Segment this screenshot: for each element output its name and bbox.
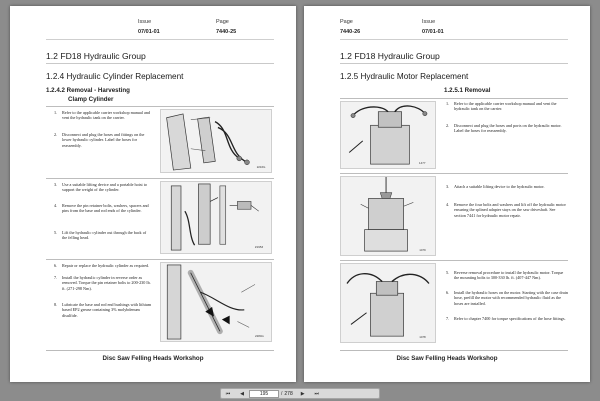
section-title: 1.2.5 Hydraulic Motor Replacement (340, 72, 469, 81)
step-1: 1. Refer to the applicable carrier workshop manual and vent the hydraulic tank on the carrier. (446, 101, 557, 112)
motor-hose-figure (340, 101, 436, 169)
page-separator: / (281, 390, 283, 397)
right-page (304, 6, 590, 382)
step-6: 6. Install the hydraulic hoses on the motor. Starting with the case drain hose, prefill the motor with recommended hydraulic fluid as the hoses are installed. (446, 290, 568, 306)
step-3: 3. Use a suitable lifting device and a portable hoist to support the weight of the cylinder. (54, 182, 148, 193)
cylinder-hose-figure (160, 109, 272, 173)
page-value: 7440-26 (340, 29, 361, 35)
figure-code-1: 1477 (419, 161, 426, 166)
step-3: 3. Attach a suitable lifting device to the hydraulic motor. (446, 184, 545, 189)
header-divider (46, 39, 274, 40)
issue-value: 07/01-01 (138, 29, 160, 35)
footer-title: Disc Saw Felling Heads Workshop (396, 355, 498, 362)
step-4: 4. Remove the pin retainer bolts, washers, spacers and pins from the base and rod ends of the cylinder. (54, 203, 149, 214)
subsection-title: 1.2.4.2 Removal - Harvesting (46, 87, 130, 94)
footer-title: Disc Saw Felling Heads Workshop (102, 355, 204, 362)
subsection-title-line2: Clamp Cylinder (68, 96, 114, 103)
cylinder-lift-figure (160, 181, 272, 254)
step-7: 7. Install the hydraulic cylinder in reverse order as removed. Torque the pin retainer bolts to 200-230 lb. ft. (271-298 Nm). (54, 275, 151, 291)
total-pages: 278 (284, 390, 293, 397)
step-4: 4. Remove the four bolts and washers and lift off the hydraulic motor ensuring the splined adapter stays on the saw driveshaft. See section 7441 for hydraulic motor repair. (446, 202, 566, 218)
cylinder-install-figure (160, 262, 272, 342)
group-title: 1.2 FD18 Hydraulic Group (340, 51, 440, 61)
group-divider (46, 63, 274, 64)
page-navigation-toolbar (220, 388, 380, 399)
motor-lift-figure (340, 176, 436, 256)
section-title: 1.2.4 Hydraulic Cylinder Replacement (46, 72, 184, 81)
group-divider (340, 63, 568, 64)
page-label: Page (216, 19, 229, 25)
step-1: 1. Refer to the applicable carrier workshop manual and vent the hydraulic tank on the carrier. (54, 110, 151, 121)
step-7: 7. Refer to chapter 7400 for torque specifications of the hose fittings. (446, 316, 566, 321)
next-page-icon[interactable]: ▶ (300, 390, 305, 397)
step-6: 6. Repair or replace the hydraulic cylinder as required. (54, 263, 150, 268)
procedure-panel-2 (46, 178, 274, 179)
page-value: 7440-25 (216, 29, 237, 35)
issue-label: Issue (422, 19, 436, 25)
procedure-panel-3 (340, 260, 568, 261)
procedure-panel-1 (46, 106, 274, 107)
figure-code-1: 2216G (256, 165, 266, 170)
figure-code-2: 1479 (419, 248, 426, 253)
step-5: 5. Reverse removal procedure to install the hydraulic motor. Torque the mounting bolts to 300-330 lb. ft. (407-447 Nm). (446, 270, 564, 281)
group-title: 1.2 FD18 Hydraulic Group (46, 51, 146, 61)
footer-divider (340, 350, 568, 351)
page-label: Page (340, 19, 353, 25)
issue-label: Issue (138, 19, 152, 25)
previous-page-icon[interactable]: ◀ (240, 390, 244, 397)
last-page-icon[interactable]: ⏭ (314, 390, 319, 397)
figure-code-3: 2284G (255, 334, 264, 339)
procedure-panel-1 (340, 98, 568, 99)
step-8: 8. Lubricate the base and rod end bushings with lithium based EP2 grease containing 3% molybdenum disulfide. (54, 302, 152, 318)
header-divider (340, 39, 568, 40)
step-2: 2. Disconnect and plug the hoses and fittings on the lower hydraulic cylinder. Label the hoses for reassembly. (54, 132, 145, 148)
procedure-panel-3 (46, 259, 274, 260)
procedure-panel-2 (340, 173, 568, 174)
page-number-input[interactable]: 195 (249, 390, 279, 398)
issue-value: 07/01-01 (422, 29, 444, 35)
first-page-icon[interactable]: ⏮ (225, 390, 231, 397)
figure-code-2: Z1953 (254, 245, 264, 250)
step-2: 2. Disconnect and plug the hoses and ports on the hydraulic motor. Label the hoses for reassembly. (446, 123, 562, 134)
footer-divider (46, 350, 274, 351)
left-page (10, 6, 296, 382)
step-5: 5. Lift the hydraulic cylinder out through the back of the felling head. (54, 230, 147, 241)
subsection-title: 1.2.5.1 Removal (444, 87, 491, 94)
motor-install-figure (340, 263, 436, 343)
figure-code-3: 1478 (419, 335, 426, 340)
